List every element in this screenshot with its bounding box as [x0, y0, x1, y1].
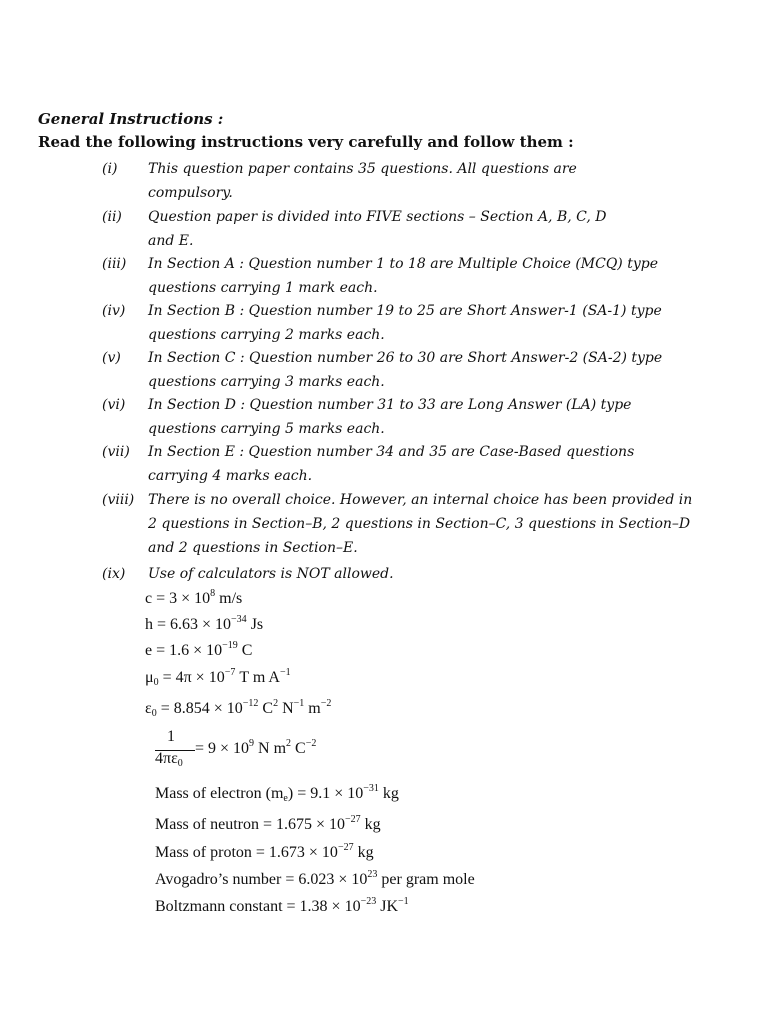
- instruction-text: This question paper contains 35 questions. All questions are: [148, 161, 577, 177]
- instruction-text: questions carrying 2 marks each.: [148, 327, 385, 343]
- page-title: General Instructions :: [38, 110, 224, 128]
- instruction-text: and E.: [148, 233, 194, 249]
- instruction-text: and 2 questions in Section–E.: [148, 540, 358, 556]
- instruction-text: carrying 4 marks each.: [148, 468, 313, 484]
- instruction-number: (iv): [102, 303, 126, 319]
- instruction-text: questions carrying 3 marks each.: [148, 374, 385, 390]
- instruction-text: There is no overall choice. However, an internal choice has been provided in: [148, 492, 693, 508]
- instruction-text: Use of calculators is NOT allowed.: [148, 566, 394, 582]
- constant-permittivity: $\varepsilon_0 = 8.854 \times 10^{-12}$ $C^2$ $N^{-1}$ $m^{-2}$: [145, 698, 332, 719]
- instruction-text: In Section D : Question number 31 to 33 are Long Answer (LA) type: [148, 397, 632, 413]
- constant-speed-of-light: $c = 3 \times 10^8$ m/s: [145, 588, 243, 607]
- constant-proton-mass: Mass of proton = $1.673 \times 10^{-27}$ kg: [155, 842, 374, 861]
- constant-avogadro: Avogadro’s number = $6.023 \times 10^{23}$ per gram mole: [155, 869, 475, 888]
- constant-neutron-mass: Mass of neutron = $1.675 \times 10^{-27}$ kg: [155, 814, 381, 833]
- instruction-text: questions carrying 1 mark each.: [148, 280, 378, 296]
- instruction-text: Question paper is divided into FIVE sections – Section A, B, C, D: [148, 209, 607, 225]
- instruction-text: questions carrying 5 marks each.: [148, 421, 385, 437]
- instruction-number: (ix): [102, 566, 126, 582]
- instructions-page: General Instructions : Read the following instructions very carefully and follow them : (i) This question paper contains 35 questions. All questions are compulsory. (ii) Question paper is divided into FIVE sections – Section A, B, C, D and E. (iii) In Section A : Question number 1 to 18 are Multiple Choice (MCQ) type questions carrying 1 mark each. (iv) In Section B : Question number 19 to 25 are Short Answer-1 (SA-1) type questions carrying 2 marks each. (v) In Section C : Question number 26 to 30 are Short Answer-2 (SA-2) type questions carrying 3 marks each. (vi) In Section D : Question number 31 to 33 are Long Answer (LA) type questions carrying 5 marks each. (vii) In Section E : Question number 34 and 35 are Case-Based questions carrying 4 marks each. (viii) There is no overall choice. However, an internal choice has been provided in 2 questions in Section–B, 2 questions in Section–C, 3 questions in Section–D and 2 questions in Section–E. (ix) Use of calculators is NOT allowed. $c = 3 \times 10^8$ m/s $h = 6.63 \times 10^{-34}$ Js $e = 1.6 \times 10^{-19}$ C $\mu_0 = 4\pi \times 10^{-7}$ T m $A^{-1}$ $\varepsilon_0 = 8.854 \times 10^{-12}$ $C^2$ $N^{-1}$ $m^{-2}$ 1 $4\pi\varepsilon_0$ = $9 \times 10^9$ N $m^2$ $C^{-2}$ Mass of electron $(m_e) = 9.1 \times 10^{-31}$ kg Mass of neutron = $1.675 \times 10^{-27}$ kg Mass of proton = $1.673 \times 10^{-27}$ kg Avogadro’s number = $6.023 \times 10^{23}$ per gram mole Boltzmann constant = $1.38 \times 10^{-23}$ $JK^{-1}$: [0, 0, 768, 1024]
- constant-electron-charge: $e = 1.6 \times 10^{-19}$ C: [145, 640, 253, 659]
- constant-planck: $h = 6.63 \times 10^{-34}$ Js: [145, 614, 264, 633]
- instruction-text: In Section E : Question number 34 and 35 are Case-Based questions: [148, 444, 635, 460]
- page-subtitle: Read the following instructions very carefully and follow them :: [38, 133, 574, 151]
- constant-permeability: $\mu_0 = 4\pi \times 10^{-7}$ T m $A^{-1}$: [145, 667, 291, 688]
- instruction-number: (ii): [102, 209, 122, 225]
- constant-electron-mass: Mass of electron $(m_e) = 9.1 \times 10^{-31}$ kg: [155, 783, 399, 804]
- constant-boltzmann: Boltzmann constant = $1.38 \times 10^{-23}$ $JK^{-1}$: [155, 896, 409, 915]
- instruction-text: 2 questions in Section–B, 2 questions in Section–C, 3 questions in Section–D: [148, 516, 691, 532]
- instruction-text: In Section B : Question number 19 to 25 are Short Answer-1 (SA-1) type: [148, 303, 662, 319]
- instruction-text: In Section C : Question number 26 to 30 are Short Answer-2 (SA-2) type: [148, 350, 663, 366]
- instruction-number: (iii): [102, 256, 127, 272]
- instruction-number: (vii): [102, 444, 130, 460]
- instruction-number: (i): [102, 161, 118, 177]
- instruction-number: (vi): [102, 397, 126, 413]
- instruction-number: (v): [102, 350, 121, 366]
- instruction-number: (viii): [102, 492, 135, 508]
- instruction-text: compulsory.: [148, 185, 233, 201]
- instruction-text: In Section A : Question number 1 to 18 are Multiple Choice (MCQ) type: [148, 256, 659, 272]
